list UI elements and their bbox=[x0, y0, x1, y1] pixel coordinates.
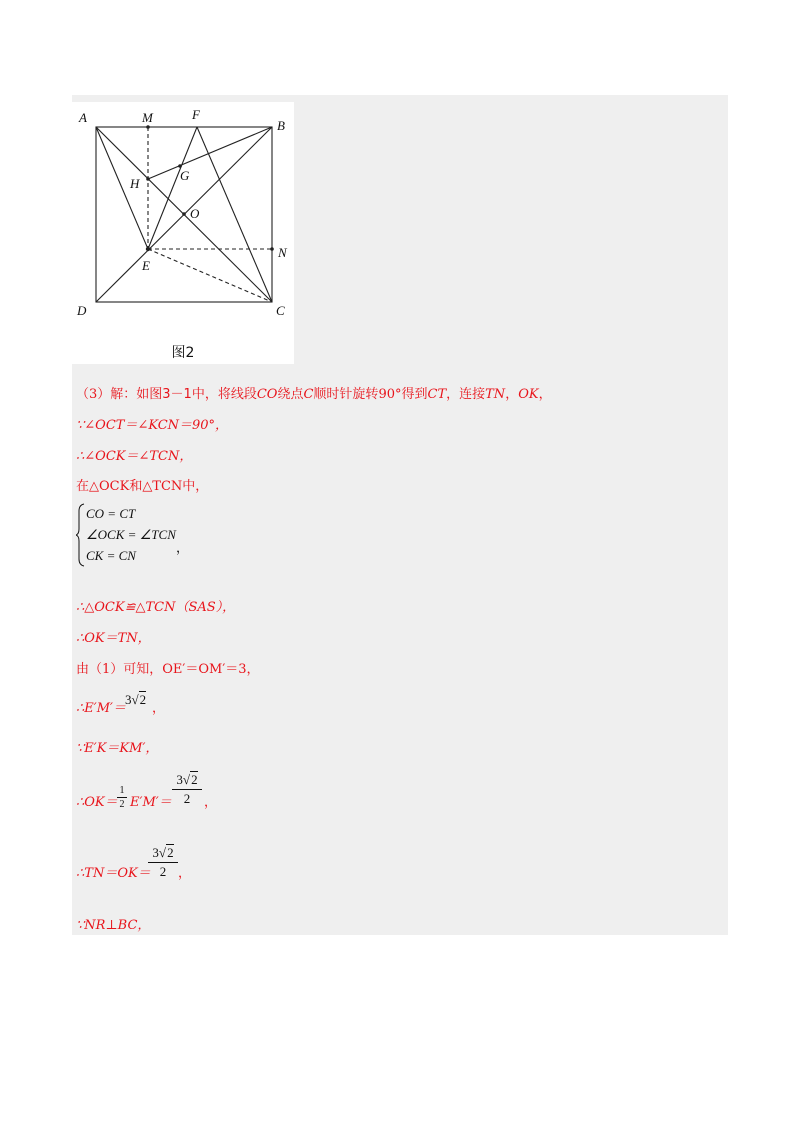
system-row-2: ∠OCK = ∠TCN bbox=[86, 527, 176, 542]
solution-line-10-tail: ， bbox=[204, 795, 218, 810]
dashed-ec bbox=[148, 249, 272, 302]
label-e: E bbox=[142, 258, 150, 273]
fraction-one-half: 1 2 bbox=[117, 785, 127, 810]
fraction-3-root-2-over-2: 3√2 2 bbox=[172, 772, 202, 807]
system-row-1: CO = CT bbox=[86, 506, 136, 521]
geometry-figure bbox=[72, 102, 294, 364]
label-d: D bbox=[77, 303, 87, 318]
label-a: A bbox=[79, 110, 87, 125]
solution-line-8: ∴E′M′＝ bbox=[76, 701, 126, 716]
figure-caption: 图2 bbox=[171, 345, 195, 361]
label-g: G bbox=[180, 168, 190, 183]
label-h: H bbox=[130, 176, 140, 191]
solution-line-8-tail: ， bbox=[152, 701, 166, 716]
solution-line-10-mid: E′M′＝ bbox=[130, 795, 172, 810]
label-o: O bbox=[190, 206, 200, 221]
solution-line-12: ∵NR⊥BC， bbox=[76, 918, 151, 933]
label-b: B bbox=[277, 118, 285, 133]
segment-fe bbox=[148, 127, 197, 249]
left-brace bbox=[76, 503, 86, 567]
solution-line-5: ∴△OCK≌△TCN（SAS）， bbox=[76, 600, 236, 615]
solution-line-2: ∵∠OCT＝∠KCN＝90°， bbox=[76, 418, 229, 433]
fraction-3-root-2-over-2-b: 3√2 2 bbox=[148, 845, 178, 880]
label-m: M bbox=[142, 110, 153, 125]
system-tail: ， bbox=[176, 540, 190, 555]
solution-line-1: （3）解：如图3－1中，将线段CO绕点C顺时针旋转90°得到CT，连接TN，OK， bbox=[76, 387, 552, 402]
label-c: C bbox=[276, 303, 285, 318]
segment-hb bbox=[148, 127, 272, 179]
value-3-root-2: 3√2 bbox=[125, 692, 147, 707]
segment-ae bbox=[96, 127, 148, 249]
solution-line-6: ∴OK＝TN， bbox=[76, 631, 151, 646]
label-f: F bbox=[192, 107, 200, 122]
solution-line-3: ∴∠OCK＝∠TCN， bbox=[76, 449, 193, 464]
solution-line-7: 由（1）可知，OE′＝OM′＝3， bbox=[76, 662, 260, 677]
label-n: N bbox=[278, 245, 287, 260]
square-diagram bbox=[72, 102, 294, 342]
solution-line-10: ∴OK＝ bbox=[76, 795, 118, 810]
system-row-3: CK = CN bbox=[86, 548, 136, 563]
solution-line-9: ∵E′K＝KM′， bbox=[76, 741, 159, 756]
solution-line-11-tail: ， bbox=[178, 866, 192, 881]
solution-line-4: 在△OCK和△TCN中， bbox=[76, 479, 209, 494]
solution-line-11: ∴TN＝OK＝ bbox=[76, 866, 151, 881]
